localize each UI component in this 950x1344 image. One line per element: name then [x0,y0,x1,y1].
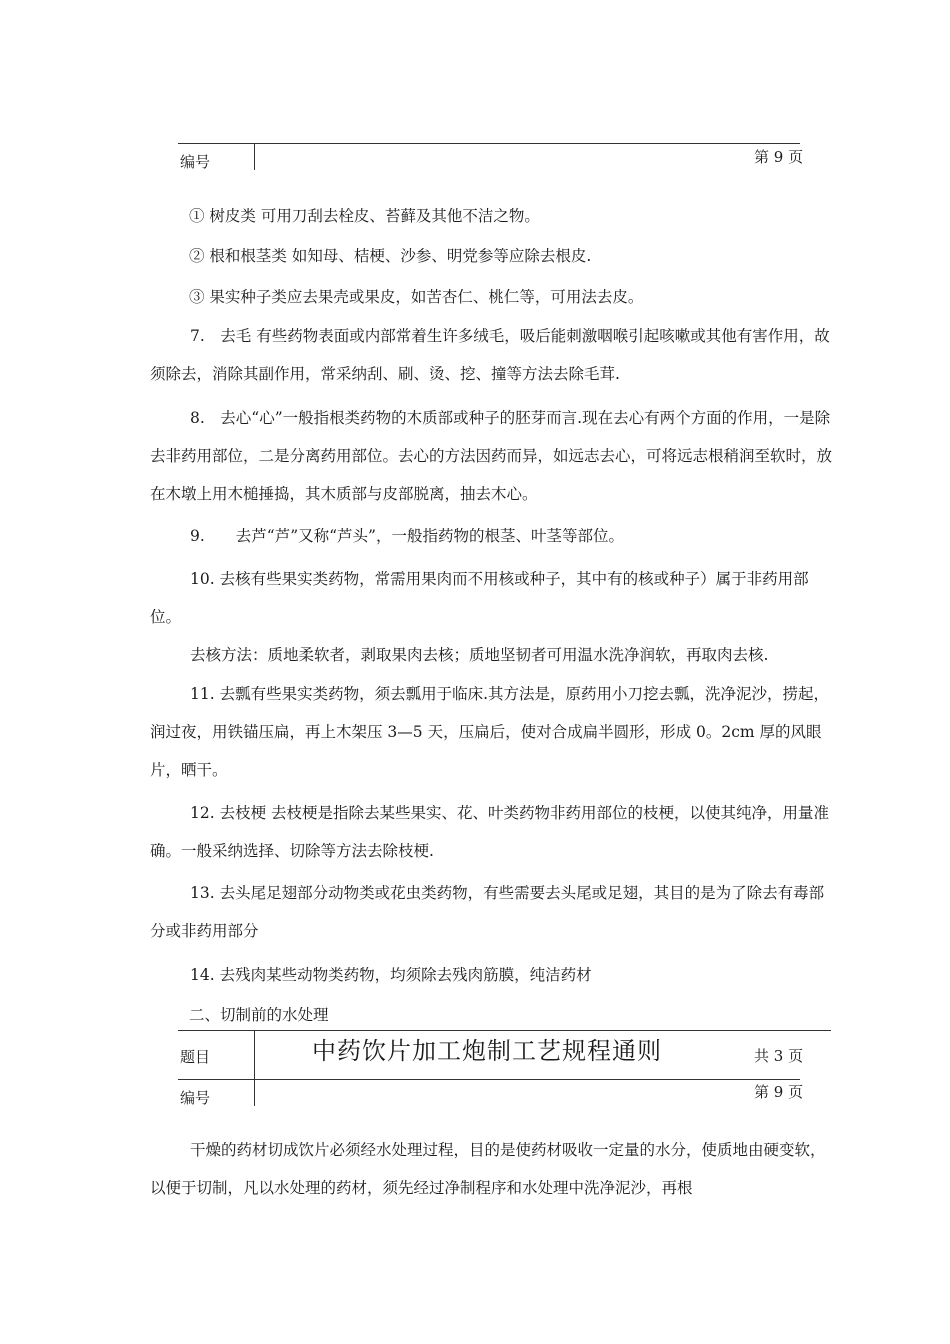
paragraph-11: 11. 去瓢有些果实类药物，须去瓢用于临床.其方法是，原药用小刀挖去瓢，洗净泥沙，捞起，润过夜，用铁锚压扁，再上木架压 3—5 天，压扁后，使对合成扁半圆形，形成 0。2cm 厚的风眼片，晒干。 [150,685,830,779]
paragraph-8: 8. 去心“心”一般指根类药物的木质部或种子的胚芽而言.现在去心有两个方面的作用，一是除去非药用部位，二是分离药用部位。去心的方法因药而异，如远志去心，可将远志根稍润至软时，放在木墩上用木槌捶捣，其木质部与皮部脱离，抽去木心。 [150,409,833,503]
list-item-root: ② 根和根茎类 如知母、桔梗、沙参、明党参等应除去根皮. [189,247,592,265]
header-code-label: 编号 [180,153,211,171]
document-title: 中药饮片加工炮制工艺规程通则 [312,1037,662,1065]
paragraph-10: 10. 去核有些果实类药物，常需用果肉而不用核或种子，其中有的核或种子）属于非药用部位。 [150,570,809,626]
paragraph-7: 7. 去毛 有些药物表面或内部常着生许多绒毛，吸后能刺激咽喉引起咳嗽或其他有害作用，故须除去，消除其副作用，常采纳刮、刷、烫、挖、撞等方法去除毛茸. [150,327,830,383]
header-page-label: 第 9 页 [754,148,804,166]
header-subject-label: 题目 [180,1048,211,1066]
paragraph-12: 12. 去枝梗 去枝梗是指除去某些果实、花、叶类药物非药用部位的枝梗，以使其纯净，用量准确。一般采纳选择、切除等方法去除枝梗. [150,804,830,860]
paragraph-10-method: 去核方法：质地柔软者，剥取果肉去核；质地坚韧者可用温水洗净润软，再取肉去核. [190,646,769,664]
header-top-divider [254,143,255,170]
paragraph-14: 14. 去残肉某些动物类药物，均须除去残肉筋膜，纯洁药材 [190,966,592,984]
header-mid-code-label: 编号 [180,1089,211,1107]
header-total-label: 共 3 页 [754,1047,804,1065]
paragraph-water-processing: 干燥的药材切成饮片必须经水处理过程，目的是使药材吸收一定量的水分，使质地由硬变软，以便于切制，凡以水处理的药材，须先经过净制程序和水处理中洗净泥沙，再根 [150,1141,826,1197]
paragraph-13: 13. 去头尾足翅部分动物类或花虫类药物，有些需要去头尾或足翅，其目的是为了除去有毒部分或非药用部分 [150,884,825,940]
paragraph-9: 9. 去芦“芦”又称“芦头”，一般指药物的根茎、叶茎等部位。 [190,527,624,545]
list-item-bark: ① 树皮类 可用刀刮去栓皮、苔藓及其他不洁之物。 [189,207,540,225]
header-mid-bottom-rule [178,1079,800,1080]
list-item-fruit: ③ 果实种子类应去果壳或果皮，如苦杏仁、桃仁等，可用法去皮。 [189,288,644,306]
header-mid-divider [254,1030,255,1106]
section-heading-water: 二、切制前的水处理 [189,1006,329,1024]
header-top-rule [178,143,800,144]
header-mid-page-label: 第 9 页 [754,1083,804,1101]
